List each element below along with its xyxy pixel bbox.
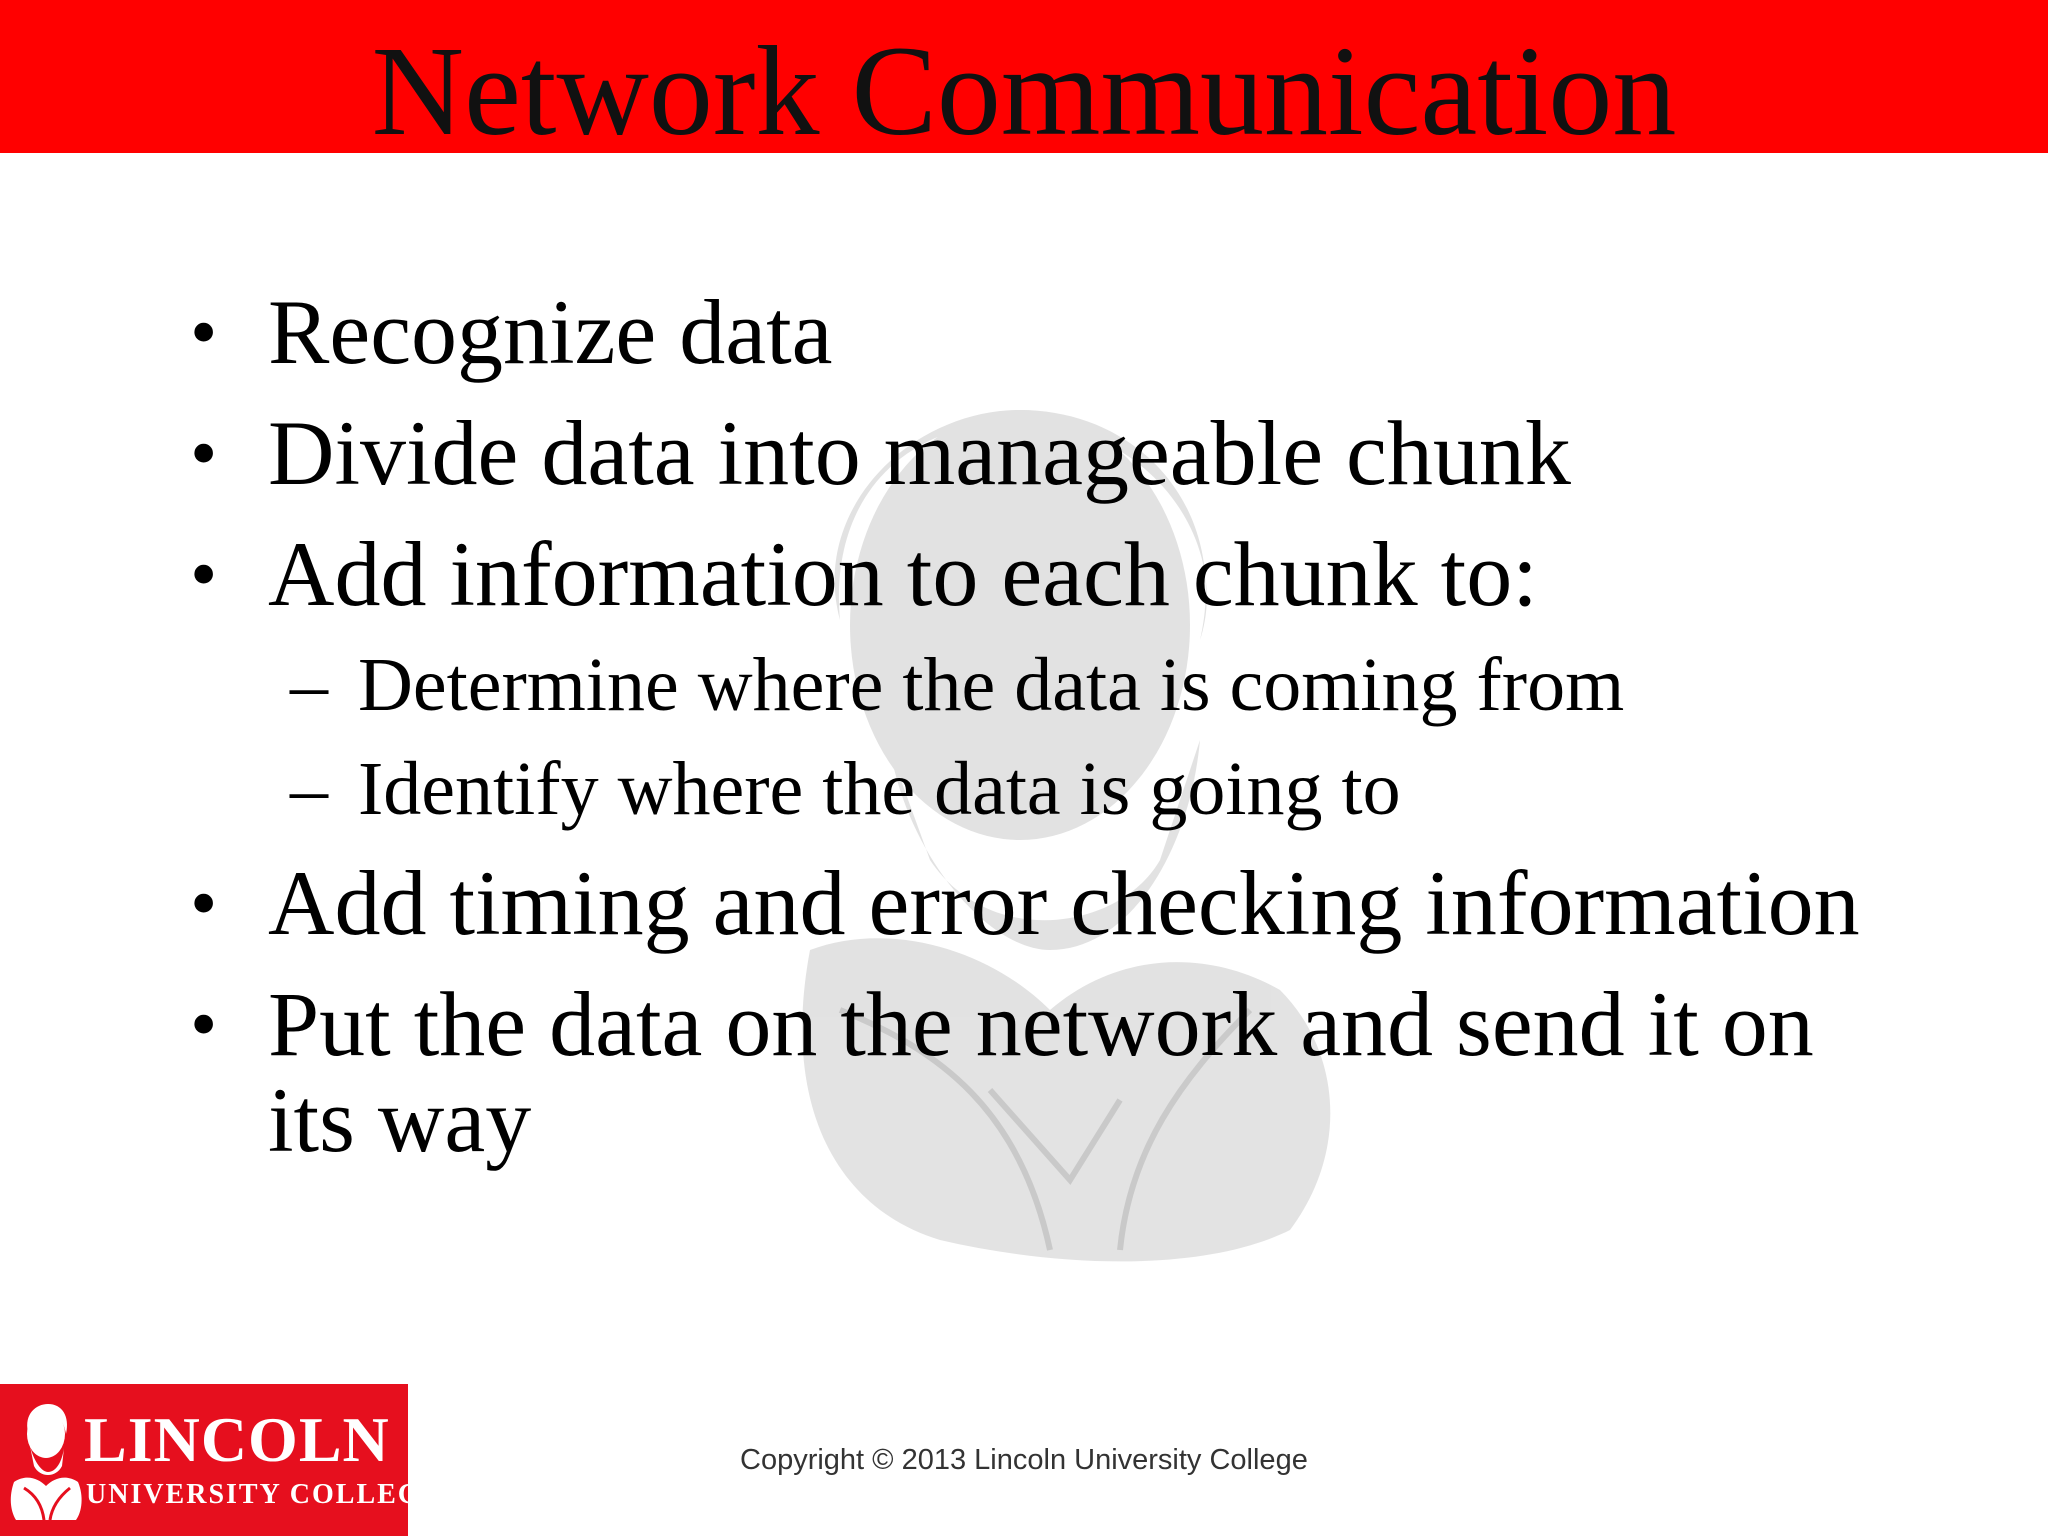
slide-title: Network Communication [371,20,1677,162]
bullet-text: Recognize data [268,281,833,383]
copyright-text: Copyright © 2013 Lincoln University College [740,1444,1308,1476]
bullet-text: Add information to each chunk to: [268,523,1538,625]
bullet-continuation-text: its way [268,1069,532,1171]
lincoln-bust-icon [6,1400,84,1522]
sub-bullet-text: Identify where the data is going to [358,747,1401,831]
sub-bullet-text: Determine where the data is coming from [358,643,1625,727]
logo-subtitle: UNIVERSITY COLLEGE [86,1479,443,1510]
logo-wordmark: LINCOLN [84,1404,390,1475]
bullet-marker: • [190,409,218,496]
bullet-marker: • [190,530,218,617]
bullet-text: Add timing and error checking information [268,852,1860,954]
bullet-text: Divide data into manageable chunk [268,402,1571,504]
sub-bullet-marker: – [290,747,328,831]
bullet-marker: • [190,980,218,1067]
lincoln-logo [0,1384,443,1536]
bullet-marker: • [190,288,218,375]
bullet-marker: • [190,859,218,946]
bullet-text: Put the data on the network and send it on [268,973,1814,1075]
sub-bullet-marker: – [290,643,328,727]
